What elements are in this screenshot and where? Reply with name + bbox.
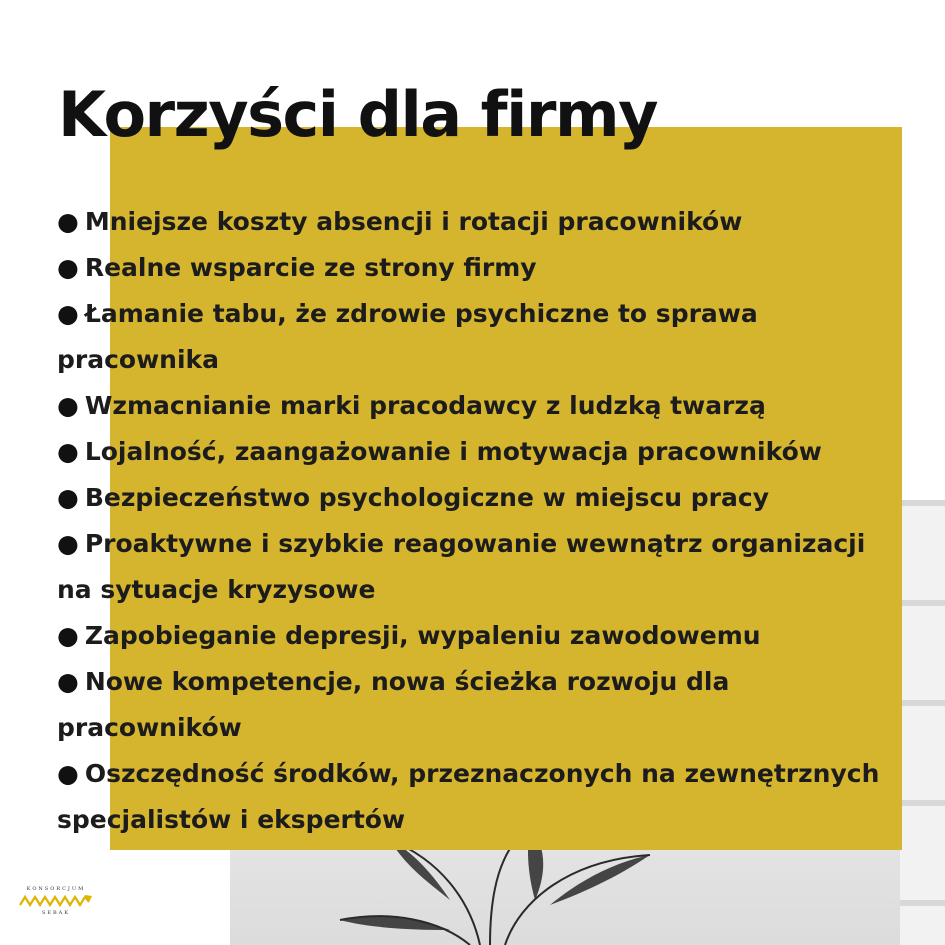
bullet-icon: ●	[57, 437, 79, 466]
list-item-text: Lojalność, zaangażowanie i motywacja pracowników	[84, 437, 822, 466]
company-logo	[16, 886, 96, 936]
logo-top-text: KONSORCJUM	[26, 886, 86, 892]
list-item	[57, 291, 902, 383]
list-item	[57, 521, 902, 613]
bullet-icon: ●	[57, 529, 79, 558]
list-item	[57, 199, 902, 245]
bullet-icon: ●	[57, 253, 79, 282]
zigzag-wave-icon	[19, 893, 93, 909]
list-item-text: Oszczędność środków, przeznaczonych na zewnętrznych specjalistów i ekspertów	[57, 759, 880, 834]
list-item-text: Mniejsze koszty absencji i rotacji pracowników	[84, 207, 743, 236]
list-item	[57, 613, 902, 659]
list-item-text: Proaktywne i szybkie reagowanie wewnątrz organizacji na sytuacje kryzysowe	[57, 529, 866, 604]
bullet-icon: ●	[57, 391, 79, 420]
list-item	[57, 475, 902, 521]
bullet-icon: ●	[57, 667, 79, 696]
list-item-text: Bezpieczeństwo psychologiczne w miejscu pracy	[84, 483, 769, 512]
list-item	[57, 659, 902, 751]
list-item	[57, 429, 902, 475]
list-item-text: Zapobieganie depresji, wypaleniu zawodowemu	[84, 621, 761, 650]
logo-bottom-text: SEBAK	[41, 910, 71, 916]
list-item	[57, 245, 902, 291]
bullet-icon: ●	[57, 207, 79, 236]
list-item-text: Łamanie tabu, że zdrowie psychiczne to sprawa pracownika	[57, 299, 758, 374]
benefits-list	[57, 199, 902, 843]
bullet-icon: ●	[57, 299, 79, 328]
background-window-blinds	[900, 500, 945, 945]
list-item-text: Realne wsparcie ze strony firmy	[84, 253, 537, 282]
list-item	[57, 383, 902, 429]
bullet-icon: ●	[57, 621, 79, 650]
page-title: Korzyści dla firmy	[58, 78, 657, 151]
bullet-icon: ●	[57, 759, 79, 788]
list-item-text: Nowe kompetencje, nowa ścieżka rozwoju dla pracowników	[57, 667, 730, 742]
bullet-icon: ●	[57, 483, 79, 512]
list-item	[57, 751, 902, 843]
list-item-text: Wzmacnianie marki pracodawcy z ludzką twarzą	[84, 391, 766, 420]
